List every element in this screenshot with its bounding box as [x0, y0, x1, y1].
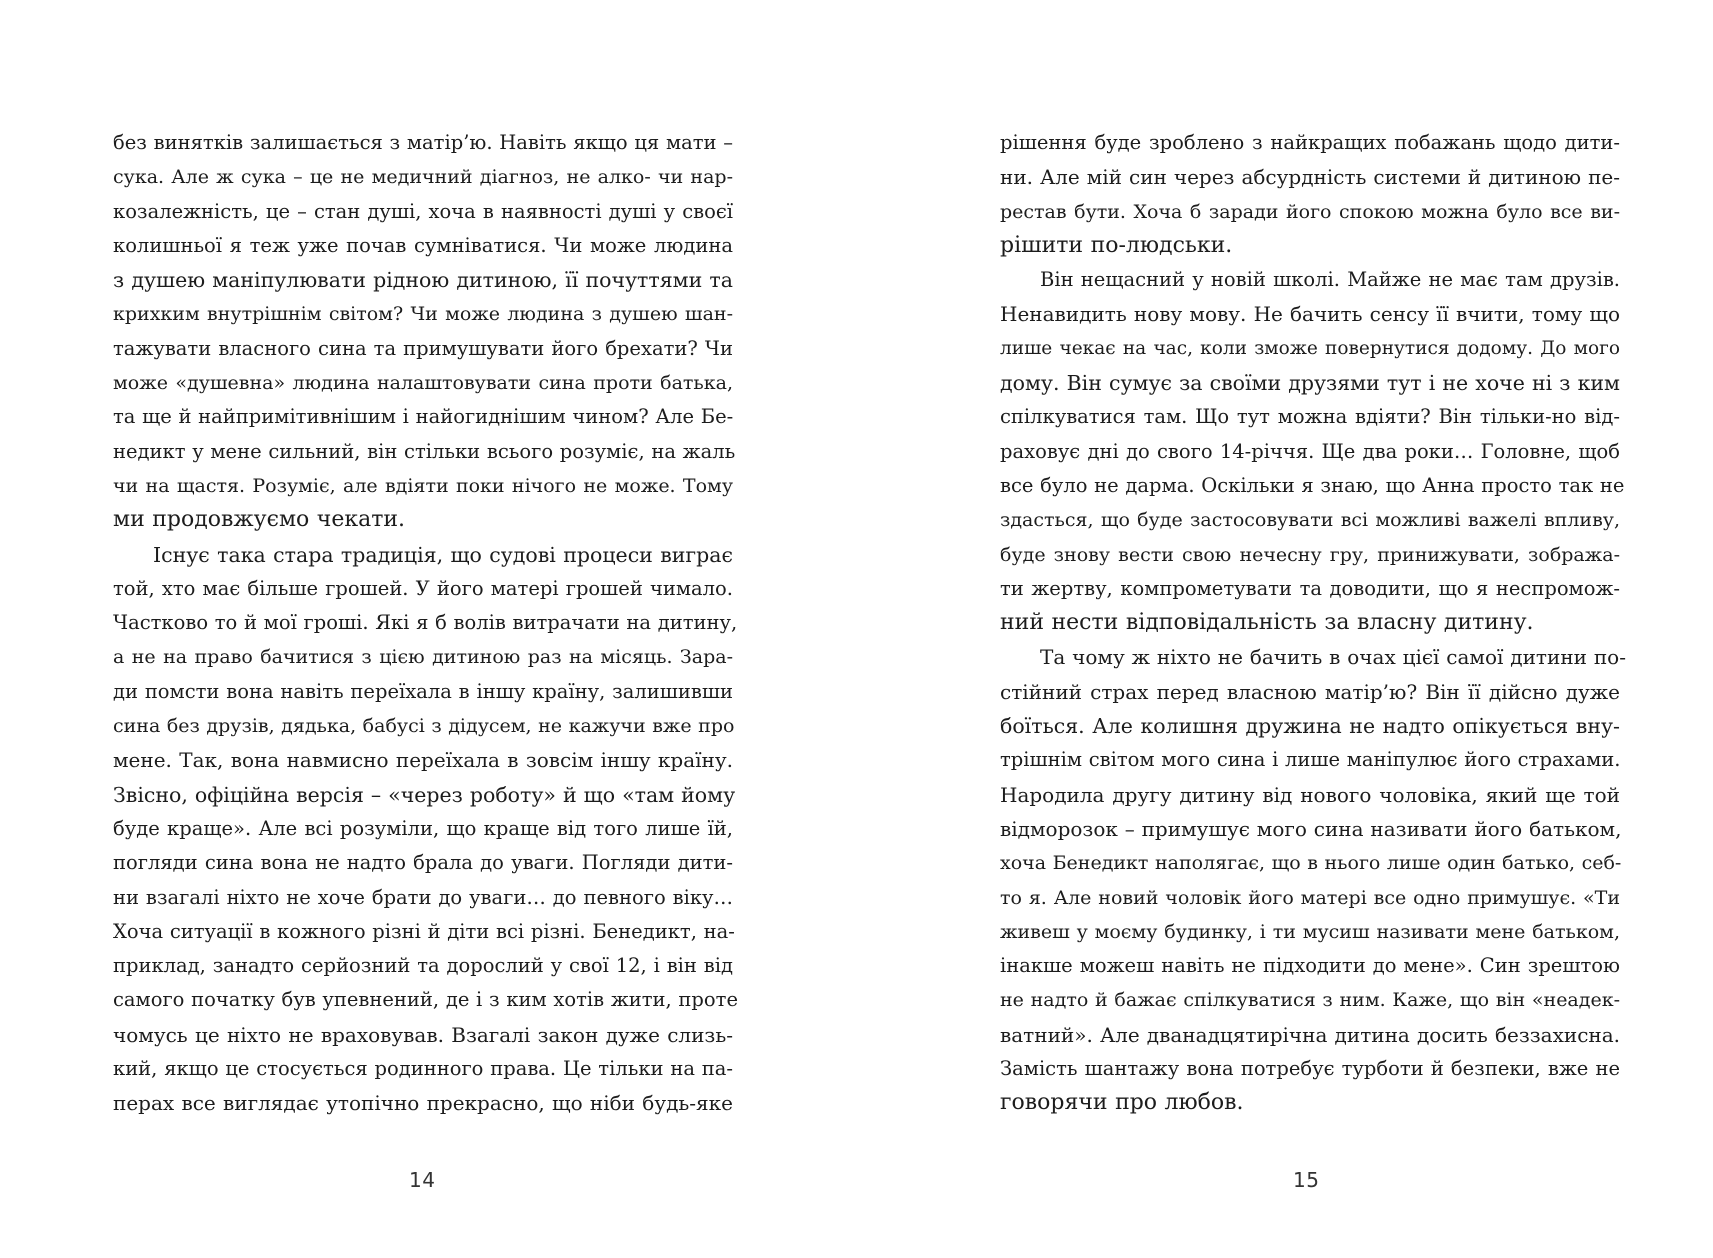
text-line: а не на право бачитися з цією дитиною раз на місяць. Зара-: [113, 646, 733, 669]
text-line: сука. Але ж сука – це не медичний діагноз, не алко- чи нар-: [113, 166, 733, 189]
text-line: Замість шантажу вона потребує турботи й безпеки, вже не: [1000, 1057, 1620, 1081]
text-line: чомусь це ніхто не враховував. Взагалі закон дуже слизь-: [113, 1022, 733, 1047]
text-line: без винятків залишається з матір’ю. Навіть якщо ця мати –: [113, 131, 733, 154]
text-line: не надто й бажає спілкуватися з ним. Каже, що він «неадек-: [1000, 989, 1620, 1012]
text-line: перах все виглядає утопічно прекрасно, що ніби будь-яке: [113, 1091, 733, 1116]
text-line: ний нести відповідальність за власну дитину.: [1000, 610, 1534, 636]
text-line: буде знову вести свою нечесну гру, принижувати, зобража-: [1000, 543, 1620, 566]
text-line: спілкуватися там. Що тут можна вдіяти? Він тільки-но від-: [1000, 405, 1620, 429]
right-page-number: 15: [1293, 1168, 1320, 1192]
text-line: говорячи про любов.: [1000, 1090, 1244, 1116]
text-line: відморозок – примушує мого сина називати його батьком,: [1000, 816, 1622, 841]
text-line: той, хто має більше грошей. У його матері грошей чимало.: [113, 576, 733, 600]
text-line: козалежність, це – стан душі, хоча в наявності душі у своєї: [113, 199, 733, 223]
text-line: може «душевна» людина налаштовувати сина проти батька,: [113, 372, 733, 395]
text-line: дому. Він сумує за своїми друзями тут і не хоче ні з ким: [1000, 371, 1620, 396]
text-line: ни. Але мій син через абсурдність системи й дитиною пе-: [1000, 165, 1620, 190]
text-line: мене. Так, вона навмисно переїхала в зовсім іншу країну.: [113, 748, 733, 773]
text-line: колишньої я теж уже почав сумніватися. Чи може людина: [113, 233, 733, 257]
text-line: кий, якщо це стосується родинного права. Це тільки на па-: [113, 1057, 733, 1081]
text-line: Хоча ситуації в кожного різні й діти всі різні. Бенедикт, на-: [113, 919, 735, 943]
text-line: Народила другу дитину від нового чоловіка, який ще той: [1000, 782, 1620, 807]
text-line: хоча Бенедикт наполягає, що в нього лише один батько, себ-: [1000, 852, 1622, 875]
text-line: ти жертву, компрометувати та доводити, що я неспромож-: [1000, 576, 1620, 600]
text-line: Він нещасний у новій школі. Майже не має там друзів.: [1040, 268, 1620, 292]
left-page: [0, 0, 856, 1258]
text-line: ватний». Але дванадцятирічна дитина досить беззахисна.: [1000, 1022, 1620, 1047]
text-line: сина без друзів, дядька, бабусі з дідусем, не кажучи вже про: [113, 715, 735, 738]
text-line: тажувати власного сина та примушувати його брехати? Чи: [113, 336, 733, 360]
text-line: боїться. Але колишня дружина не надто опікується вну-: [1000, 714, 1620, 739]
left-page-number: 14: [409, 1168, 436, 1192]
text-line: ми продовжуємо чекати.: [113, 507, 406, 533]
text-line: буде краще». Але всі розуміли, що краще від того лише їй,: [113, 816, 733, 840]
text-line: самого початку був упевнений, де і з ким хотів жити, проте: [113, 988, 738, 1012]
text-line: Та чому ж ніхто не бачить в очах цієї самої дитини по-: [1040, 645, 1626, 670]
text-line: ни взагалі ніхто не хоче брати до уваги… до певного віку…: [113, 885, 733, 909]
right-page-text: [1000, 126, 1626, 1121]
text-line: Звісно, офіційна версія – «через роботу» й що «там йому: [113, 782, 736, 807]
text-line: рішення буде зроблено з найкращих побажань щодо дити-: [1000, 131, 1620, 154]
right-page: [856, 0, 1712, 1258]
text-line: то я. Але новий чоловік його матері все одно примушує. «Ти: [1000, 886, 1620, 909]
text-line: інакше можеш навіть не підходити до мене». Син зрештою: [1000, 954, 1620, 978]
text-line: приклад, занадто серйозний та дорослий у свої 12, і він від: [113, 954, 733, 978]
text-line: живеш у моєму будинку, і ти мусиш називати мене батьком,: [1000, 920, 1620, 943]
text-line: ди помсти вона навіть переїхала в іншу країну, залишивши: [113, 679, 733, 703]
text-line: рестав бути. Хоча б заради його спокою можна було все ви-: [1000, 200, 1620, 223]
left-page-text: [113, 126, 738, 1121]
text-line: з душею маніпулювати рідною дитиною, її почуттями та: [113, 268, 733, 293]
text-line: недикт у мене сильний, він стільки всього розуміє, на жаль: [113, 439, 736, 463]
text-line: здасться, що буде застосовувати всі можливі важелі впливу,: [1000, 509, 1620, 532]
text-line: та ще й найпримітивнішим і найогиднішим чином? Але Бе-: [113, 405, 734, 429]
text-line: трішнім світом мого сина і лише маніпулює його страхами.: [1000, 748, 1621, 772]
text-line: Частково то й мої гроші. Які я б волів витрачати на дитину,: [113, 611, 738, 635]
text-line: чи на щастя. Розуміє, але вдіяти поки нічого не може. Тому: [113, 474, 733, 497]
text-line: Ненавидить нову мову. Не бачить сенсу її вчити, тому що: [1000, 302, 1620, 327]
text-line: погляди сина вона не надто брала до уваги. Погляди дити-: [113, 851, 733, 875]
text-line: стійний страх перед власною матір’ю? Він її дійсно дуже: [1000, 679, 1620, 704]
text-line: лише чекає на час, коли зможе повернутися додому. До мого: [1000, 337, 1620, 359]
text-line: все було не дарма. Оскільки я знаю, що Анна просто так не: [1000, 473, 1625, 497]
text-line: рішити по-людськи.: [1000, 232, 1233, 258]
text-line: Існує така стара традиція, що судові процеси виграє: [153, 542, 733, 567]
text-line: раховує дні до свого 14-річчя. Ще два роки… Головне, щоб: [1000, 439, 1620, 463]
text-line: крихким внутрішнім світом? Чи може людина з душею шан-: [113, 303, 733, 326]
